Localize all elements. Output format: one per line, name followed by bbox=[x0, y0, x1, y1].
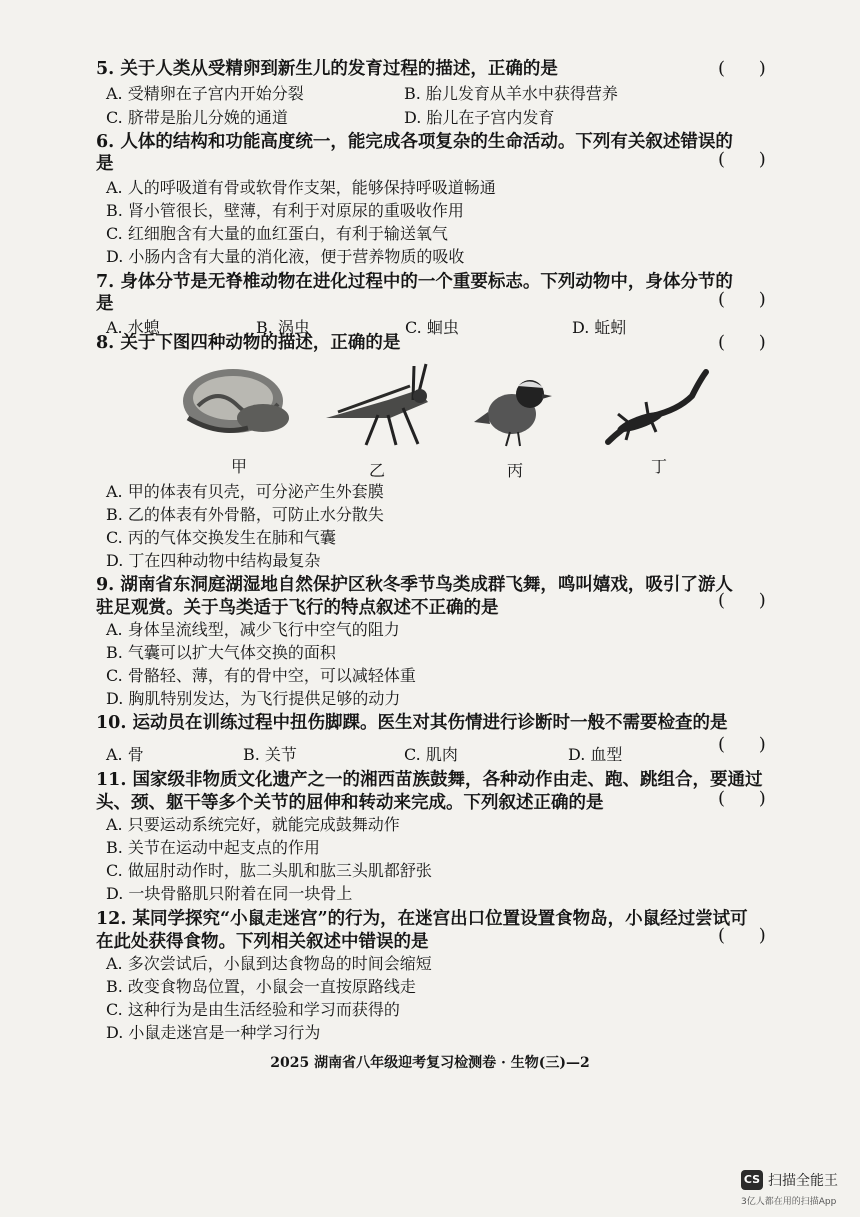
q9-stem-line1: 9. 湖南省东洞庭湖湿地自然保护区秋冬季节鸟类成群飞舞，鸣叫嬉戏，吸引了游人 bbox=[96, 575, 733, 595]
q11-stem-line1: 11. 国家级非物质文化遗产之一的湘西苗族鼓舞，各种动作由走、跑、跳组合，要通过 bbox=[96, 770, 763, 790]
q7-option-c: C. 蛔虫 bbox=[405, 318, 459, 337]
bird-illustration bbox=[470, 368, 560, 452]
q9-option-b: B. 气囊可以扩大气体交换的面积 bbox=[106, 643, 336, 662]
q12-option-a: A. 多次尝试后，小鼠到达食物岛的时间会缩短 bbox=[106, 954, 432, 973]
q10-option-a: A. 骨 bbox=[106, 745, 144, 764]
q7-option-b: B. 涡虫 bbox=[256, 318, 310, 337]
q7-option-d: D. 蚯蚓 bbox=[572, 318, 627, 337]
q5-option-d: D. 胎儿在子宫内发育 bbox=[404, 108, 555, 127]
scanner-app-name: 扫描全能王 bbox=[768, 1173, 838, 1189]
scanner-logo-icon: CS bbox=[741, 1170, 763, 1190]
q8-option-a: A. 甲的体表有贝壳，可分泌产生外套膜 bbox=[106, 482, 384, 501]
q6-stem-line1: 6. 人体的结构和功能高度统一，能完成各项复杂的生命活动。下列有关叙述错误的 bbox=[96, 132, 733, 152]
q12-option-d: D. 小鼠走迷宫是一种学习行为 bbox=[106, 1023, 321, 1042]
q11-option-d: D. 一块骨骼肌只附着在同一块骨上 bbox=[106, 884, 353, 903]
label-bing: 丙 bbox=[507, 461, 524, 480]
q10-stem: 10. 运动员在训练过程中扭伤脚踝。医生对其伤情进行诊断时一般不需要检查的是 bbox=[96, 713, 728, 733]
q7-option-a: A. 水螅 bbox=[106, 318, 160, 337]
q11-stem-line2: 头、颈、躯干等多个关节的屈伸和转动来完成。下列叙述正确的是 bbox=[96, 793, 604, 813]
q8-stem: 8. 关于下图四种动物的描述，正确的是 bbox=[96, 333, 401, 353]
q9-option-c: C. 骨骼轻、薄，有的骨中空，可以减轻体重 bbox=[106, 666, 416, 685]
q9-option-a: A. 身体呈流线型，减少飞行中空气的阻力 bbox=[106, 620, 400, 639]
q5-option-a: A. 受精卵在子宫内开始分裂 bbox=[106, 84, 304, 103]
scanner-tagline: 3亿人都在用的扫描App bbox=[741, 1197, 837, 1207]
q12-option-c: C. 这种行为是由生活经验和学习而获得的 bbox=[106, 1000, 400, 1019]
q10-option-c: C. 肌肉 bbox=[404, 745, 458, 764]
q5-option-b: B. 胎儿发育从羊水中获得营养 bbox=[404, 84, 618, 103]
q11-option-b: B. 关节在运动中起支点的作用 bbox=[106, 838, 320, 857]
page-footer: 2025 湖南省八年级迎考复习检测卷 · 生物(三)—2 bbox=[270, 1055, 590, 1071]
q11-option-c: C. 做屈肘动作时，肱二头肌和肱三头肌都舒张 bbox=[106, 861, 432, 880]
label-jia: 甲 bbox=[231, 457, 248, 476]
q8-option-b: B. 乙的体表有外骨骼，可防止水分散失 bbox=[106, 505, 384, 524]
q10-option-b: B. 关节 bbox=[243, 745, 297, 764]
q9-bracket: ( ) bbox=[718, 590, 780, 611]
lizard-illustration bbox=[600, 366, 712, 448]
q5-option-c: C. 脐带是胎儿分娩的通道 bbox=[106, 108, 288, 127]
q8-option-c: C. 丙的气体交换发生在肺和气囊 bbox=[106, 528, 336, 547]
q11-option-a: A. 只要运动系统完好，就能完成鼓舞动作 bbox=[106, 815, 400, 834]
q6-option-b: B. 肾小管很长，壁薄，有利于对原尿的重吸收作用 bbox=[106, 201, 464, 220]
q6-option-a: A. 人的呼吸道有骨或软骨作支架，能够保持呼吸道畅通 bbox=[106, 178, 496, 197]
q5-stem: 5. 关于人类从受精卵到新生儿的发育过程的描述，正确的是 bbox=[96, 59, 558, 79]
label-ding: 丁 bbox=[651, 457, 668, 476]
q7-bracket: ( ) bbox=[718, 289, 780, 310]
q12-bracket: ( ) bbox=[718, 925, 780, 946]
q8-option-d: D. 丁在四种动物中结构最复杂 bbox=[106, 551, 321, 570]
q10-option-d: D. 血型 bbox=[568, 745, 623, 764]
q5-bracket: ( ) bbox=[718, 58, 780, 79]
q6-bracket: ( ) bbox=[718, 149, 780, 170]
q10-bracket: ( ) bbox=[718, 734, 780, 755]
q12-stem-line1: 12. 某同学探究“小鼠走迷宫”的行为，在迷宫出口位置设置食物岛，小鼠经过尝试可 bbox=[96, 909, 748, 929]
q6-option-d: D. 小肠内含有大量的消化液，便于营养物质的吸收 bbox=[106, 247, 465, 266]
q12-stem-line2: 在此处获得食物。下列相关叙述中错误的是 bbox=[96, 932, 429, 952]
q7-stem-line2: 是 bbox=[96, 294, 114, 314]
q6-option-c: C. 红细胞含有大量的血红蛋白，有利于输送氧气 bbox=[106, 224, 448, 243]
snail-illustration bbox=[178, 356, 298, 446]
q6-stem-line2: 是 bbox=[96, 154, 114, 174]
q9-stem-line2: 驻足观赏。关于鸟类适于飞行的特点叙述不正确的是 bbox=[96, 598, 499, 618]
q9-option-d: D. 胸肌特别发达，为飞行提供足够的动力 bbox=[106, 689, 401, 708]
q8-bracket: ( ) bbox=[718, 332, 780, 353]
label-yi: 乙 bbox=[369, 461, 386, 480]
q12-option-b: B. 改变食物岛位置，小鼠会一直按原路线走 bbox=[106, 977, 416, 996]
q11-bracket: ( ) bbox=[718, 788, 780, 809]
q7-stem-line1: 7. 身体分节是无脊椎动物在进化过程中的一个重要标志。下列动物中，身体分节的 bbox=[96, 272, 733, 292]
locust-illustration bbox=[318, 360, 436, 450]
